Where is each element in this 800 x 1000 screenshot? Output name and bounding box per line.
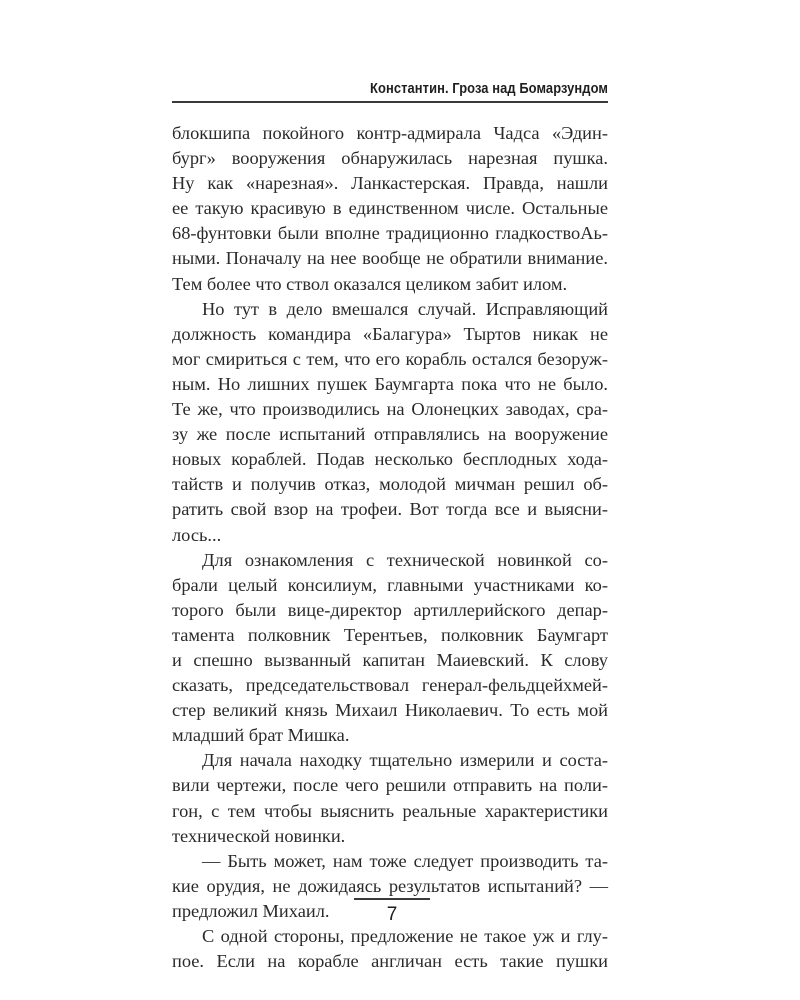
text-line: пое. Если на корабле англичан есть такие пушки (172, 951, 608, 972)
text-line: ными. Поначалу на нее вообще не обратили внимание. (172, 248, 608, 269)
text-line: ратить свой взор на трофеи. Вот тогда все и выясни- (172, 499, 608, 520)
text-line: гон, с тем чтобы выяснить реальные характеристики (172, 800, 608, 821)
text-line: блокшипа покойного контр-адмирала Чадса «Эдин- (172, 123, 608, 143)
text-line: вили чертежи, после чего решили отправить на поли- (172, 775, 608, 796)
text-line: сказать, председательствовал генерал-фельдцейхмей- (172, 675, 608, 696)
text-line: брали целый консилиум, главными участниками ко- (172, 574, 608, 595)
text-line: мог смириться с тем, что его корабль остался безоруж- (172, 348, 608, 369)
text-line: Ну как «нарезная». Ланкастерская. Правда, нашли (172, 173, 608, 194)
text-line: предложил Михаил. (172, 900, 330, 921)
text-line: должность командира «Балагура» Тыртов никак не (172, 323, 608, 344)
text-line: Тем более что ствол оказался целиком забит илом. (172, 273, 568, 294)
footer-rule (354, 898, 430, 900)
text-line: бург» вооружения обнаружилась нарезная пушка. (172, 148, 608, 169)
text-line: стер великий князь Михаил Николаевич. То есть мой (172, 700, 608, 721)
text-line: Те же, что производились на Олонецких заводах, сра- (172, 399, 608, 420)
header-rule (172, 101, 608, 103)
text-line: Для начала находку тщательно измерили и соста- (202, 750, 608, 771)
text-line: кие орудия, не дожидаясь результатов испытаний? — (172, 875, 608, 896)
text-line: младший брат Мишка. (172, 725, 350, 746)
text-line: технической новинки. (172, 825, 346, 846)
text-line: ным. Но лишних пушек Баумгарта пока что не было. (172, 373, 608, 394)
text-line: тайств и получив отказ, молодой мичман решил об- (172, 474, 608, 495)
text-line: лось... (172, 524, 222, 545)
page-number: 7 (386, 904, 398, 925)
text-line: — Быть может, нам тоже следует производить та- (202, 850, 608, 871)
body-text (172, 121, 608, 974)
text-line: и спешно вызванный капитан Маиевский. К слову (172, 649, 608, 670)
text-line: ее такую красивую в единственном числе. Остальные (172, 198, 608, 219)
text-line: торого были вице-директор артиллерийского депар- (172, 599, 608, 620)
text-line: Но тут в дело вмешался случай. Исправляющий (202, 298, 608, 319)
text-line: 68-фунтовки были вполне традиционно гладкоствоAь- (172, 223, 608, 244)
text-line: зу же после испытаний отправлялись на вооружение (172, 424, 608, 445)
text-line: Для ознакомления с технической новинкой со- (202, 549, 608, 570)
running-head: Константин. Гроза над Бомарзундом (370, 80, 608, 97)
text-line: С одной стороны, предложение не такое уж и глу- (202, 926, 608, 946)
text-line: новых кораблей. Подав несколько бесплодных хода- (172, 449, 608, 470)
text-line: тамента полковник Терентьев, полковник Баумгарт (172, 624, 608, 645)
